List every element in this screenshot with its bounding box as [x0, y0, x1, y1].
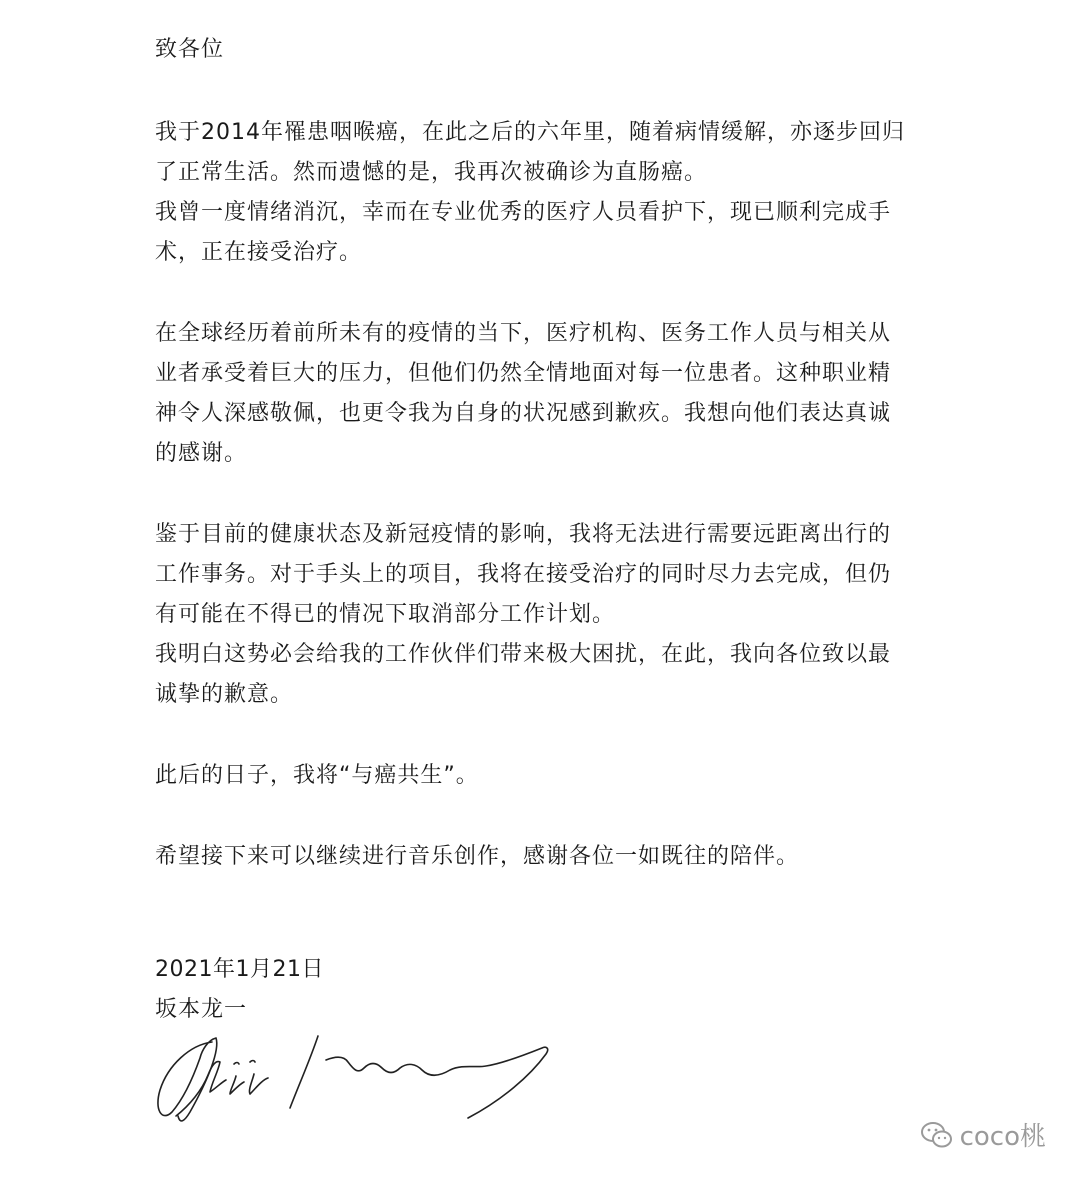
paragraph-line: 的感谢。	[155, 441, 248, 466]
paragraph-line: 了正常生活。然而遗憾的是，我再次被确诊为直肠癌。	[155, 160, 708, 185]
paragraph-line: 工作事务。对于手头上的项目，我将在接受治疗的同时尽力去完成，但仍	[155, 562, 892, 587]
paragraph-diagnosis	[155, 113, 925, 273]
paragraph-line: 我于2014年罹患咽喉癌，在此之后的六年里，随着病情缓解，亦逐步回归	[155, 120, 905, 145]
paragraph-work	[155, 515, 925, 715]
watermark-text: coco桃	[959, 1122, 1046, 1152]
paragraph-line: 业者承受着巨大的压力，但他们仍然全情地面对每一位患者。这种职业精	[155, 361, 892, 386]
salutation: 致各位	[155, 37, 225, 62]
handwritten-signature	[150, 1020, 570, 1130]
paragraph-coexist	[155, 756, 925, 796]
paragraph-line: 神令人深感敬佩，也更令我为自身的状况感到歉疚。我想向他们表达真诚	[155, 401, 892, 426]
paragraph-line: 此后的日子，我将“与癌共生”。	[155, 763, 479, 788]
paragraph-gratitude	[155, 314, 925, 474]
paragraph-line: 有可能在不得已的情况下取消部分工作计划。	[155, 602, 616, 627]
paragraph-closing	[155, 837, 925, 877]
paragraph-line: 鉴于目前的健康状态及新冠疫情的影响，我将无法进行需要远距离出行的	[155, 522, 892, 547]
watermark	[920, 1116, 1046, 1153]
wechat-icon	[920, 1120, 954, 1150]
paragraph-line: 诚挚的歉意。	[155, 682, 294, 707]
author-name: 坂本龙一	[155, 997, 248, 1022]
paragraph-line: 在全球经历着前所未有的疫情的当下，医疗机构、医务工作人员与相关从	[155, 321, 892, 346]
letter-body	[155, 30, 925, 877]
paragraph-line: 我曾一度情绪消沉，幸而在专业优秀的医疗人员看护下，现已顺利完成手	[155, 200, 892, 225]
paragraph-line: 术，正在接受治疗。	[155, 240, 363, 265]
paragraph-line: 我明白这势必会给我的工作伙伴们带来极大困扰，在此，我向各位致以最	[155, 642, 892, 667]
letter-date: 2021年1月21日	[155, 957, 324, 982]
paragraph-line: 希望接下来可以继续进行音乐创作，感谢各位一如既往的陪伴。	[155, 844, 800, 869]
